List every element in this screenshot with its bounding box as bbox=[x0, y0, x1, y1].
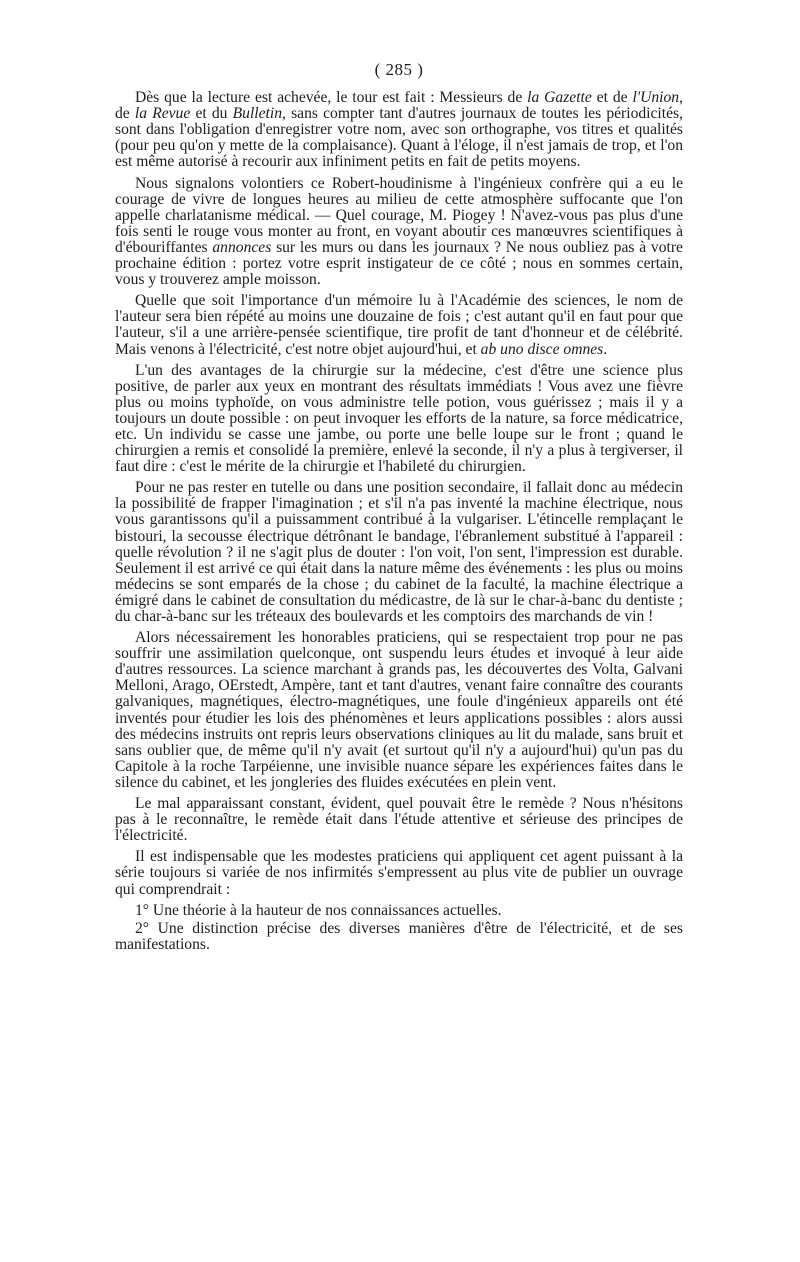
paragraph bbox=[115, 293, 683, 357]
text-run: Dès que la lecture est achevée, le tour est fait : Messieurs de bbox=[135, 89, 528, 107]
text-run: . bbox=[603, 340, 608, 358]
text-run: , de bbox=[115, 89, 683, 123]
text-run: et de bbox=[591, 89, 633, 107]
paragraph bbox=[115, 363, 683, 476]
italic-text: Bulletin bbox=[232, 105, 283, 123]
paragraph bbox=[115, 796, 683, 844]
paragraph bbox=[115, 630, 683, 791]
text-run: Quelle que soit l'importance d'un mémoire lu à l'Académie des sciences, le nom de l'auteur sera bien répété au moins une douzaine de fois ; c'est autant qu'il en faut pour que l'auteur, s'il a une arrière-pensée scientifique, tire profit de tant d'honneur et de célébrité. Mais venons à l'électricité, c'est notre objet aujourd'hui, et bbox=[115, 292, 683, 358]
text-run: sur les murs ou dans les journaux ? Ne nous oubliez pas à votre prochaine édition : portez votre esprit instigateur de ce côté ; nous en sommes certain, vous y trouverez ample moisson. bbox=[115, 238, 683, 289]
italic-text: annonces bbox=[212, 238, 272, 256]
italic-text: la Revue bbox=[134, 105, 191, 123]
italic-text: la Gazette bbox=[527, 89, 592, 107]
paragraph bbox=[115, 176, 683, 289]
numbered-list bbox=[115, 903, 683, 953]
text-run: Alors nécessairement les honorables praticiens, qui se respectaient trop pour ne pas souffrir une assimilation quelconque, ont suspendu leurs études et invoqué à leur aide d'autres ressources. La science marchant à grands pas, les découvertes des Volta, Galvani Melloni, Arago, OErstedt, Ampère, tant et tant d'autres, venant faire connaître des courants galvaniques, magnétiques, électro-magnétiques, une foule d'ingénieux appareils ont été inventés pour étudier les lois des phénomènes et leurs applications possibles : alors aussi des médecins instruits ont repris leurs observations cliniques au lit du malade, sans bruit et sans oublier que, de même qu'il n'y avait (et surtout qu'il n'y a aujourd'hui) qu'un pas du Capitole à la roche Tarpéienne, une invisible nuance sépare les expériences faites dans le silence du cabinet, et les jongleries des fluides exécutées en plein vent. bbox=[115, 629, 683, 791]
page-number: ( 285 ) bbox=[374, 60, 424, 79]
body-text bbox=[115, 90, 683, 898]
text-run: L'un des avantages de la chirurgie sur la médecine, c'est d'être une science plus positive, de parler aux yeux en montrant des résultats immédiats ! Vous avez une fièvre plus ou moins typhoïde, on vous administre telle potion, vous guérissez ; mais il y a toujours un doute possible : on peut invoquer les efforts de la nature, sa force médicatrice, etc. Un individu se casse une jambe, ou porte une belle loupe sur le front ; quand le chirurgien a remis et consolidé la première, enlevé la seconde, il n'y a plus à tergiverser, il faut dire : c'est le mérite de la chirurgie et l'habileté du chirurgien. bbox=[115, 361, 683, 476]
paragraph bbox=[115, 480, 683, 625]
italic-text: ab uno disce omnes bbox=[480, 340, 604, 358]
text-run: , sans compter tant d'autres journaux de toutes les périodicités, sont dans l'obligation d'enregistrer votre nom, avec son orthographe, vos titres et qualités (pour peu qu'on y mette de la complaisance). Quant à l'éloge, il n'est jamais de trop, et l'on est même autorisé à recourir aux infiniment petits en fait de petits moyens. bbox=[115, 105, 683, 171]
text-run: Le mal apparaissant constant, évident, quel pouvait être le remède ? Nous n'hésitons pas à le reconnaître, le remède était dans l'étude attentive et sérieuse des principes de l'électricité. bbox=[115, 795, 683, 845]
text-run: Nous signalons volontiers ce Robert-houdinisme à l'ingénieux confrère qui a eu le courage de vivre de longues heures au milieu de cette atmosphère suffocante que l'on appelle charlatanisme médical. — Quel courage, M. Piogey ! N'avez-vous pas plus d'une fois senti le rouge vous monter au front, en voyant aboutir ces manœuvres scientifiques à d'ébouriffantes bbox=[115, 174, 683, 256]
paragraph bbox=[115, 90, 683, 170]
italic-text: l'Union bbox=[632, 89, 680, 107]
text-run: Il est indispensable que les modestes praticiens qui appliquent cet agent puissant à la série toujours si variée de nos infirmités s'empressent au plus vite de publier un ouvrage qui comprendrait : bbox=[115, 848, 683, 898]
text-run: et du bbox=[190, 105, 233, 123]
list-item: 1° Une théorie à la hauteur de nos connaissances actuelles. bbox=[135, 901, 502, 919]
text-run: Pour ne pas rester en tutelle ou dans une position secondaire, il fallait donc au médecin la possibilité de frapper l'imagination ; et s'il n'a pas inventé la machine électrique, nous vous garantissons qu'il a puissamment contribué à la vulgariser. L'étincelle remplaçant le bistouri, la secousse électrique détrônant le bandage, l'ébranlement substitué à l'appareil : quelle révolution ? il ne s'agit plus de douter : l'on voit, l'on sent, l'impression est durable. Seulement il est arrivé ce qui était dans la nature même des événements : les plus ou moins médecins se sont emparés de la chose ; du cabinet de la faculté, la machine électrique a émigré dans le cabinet de consultation du médicastre, de là sur le char-à-banc du dentiste ; du char-à-banc sur les tréteaux des boulevards et les comptoirs des marchands de vin ! bbox=[115, 479, 683, 625]
list-item: 2° Une distinction précise des diverses manières d'être de l'électricité, et de ses manifestations. bbox=[115, 919, 683, 953]
paragraph bbox=[115, 849, 683, 897]
document-page bbox=[115, 62, 683, 955]
